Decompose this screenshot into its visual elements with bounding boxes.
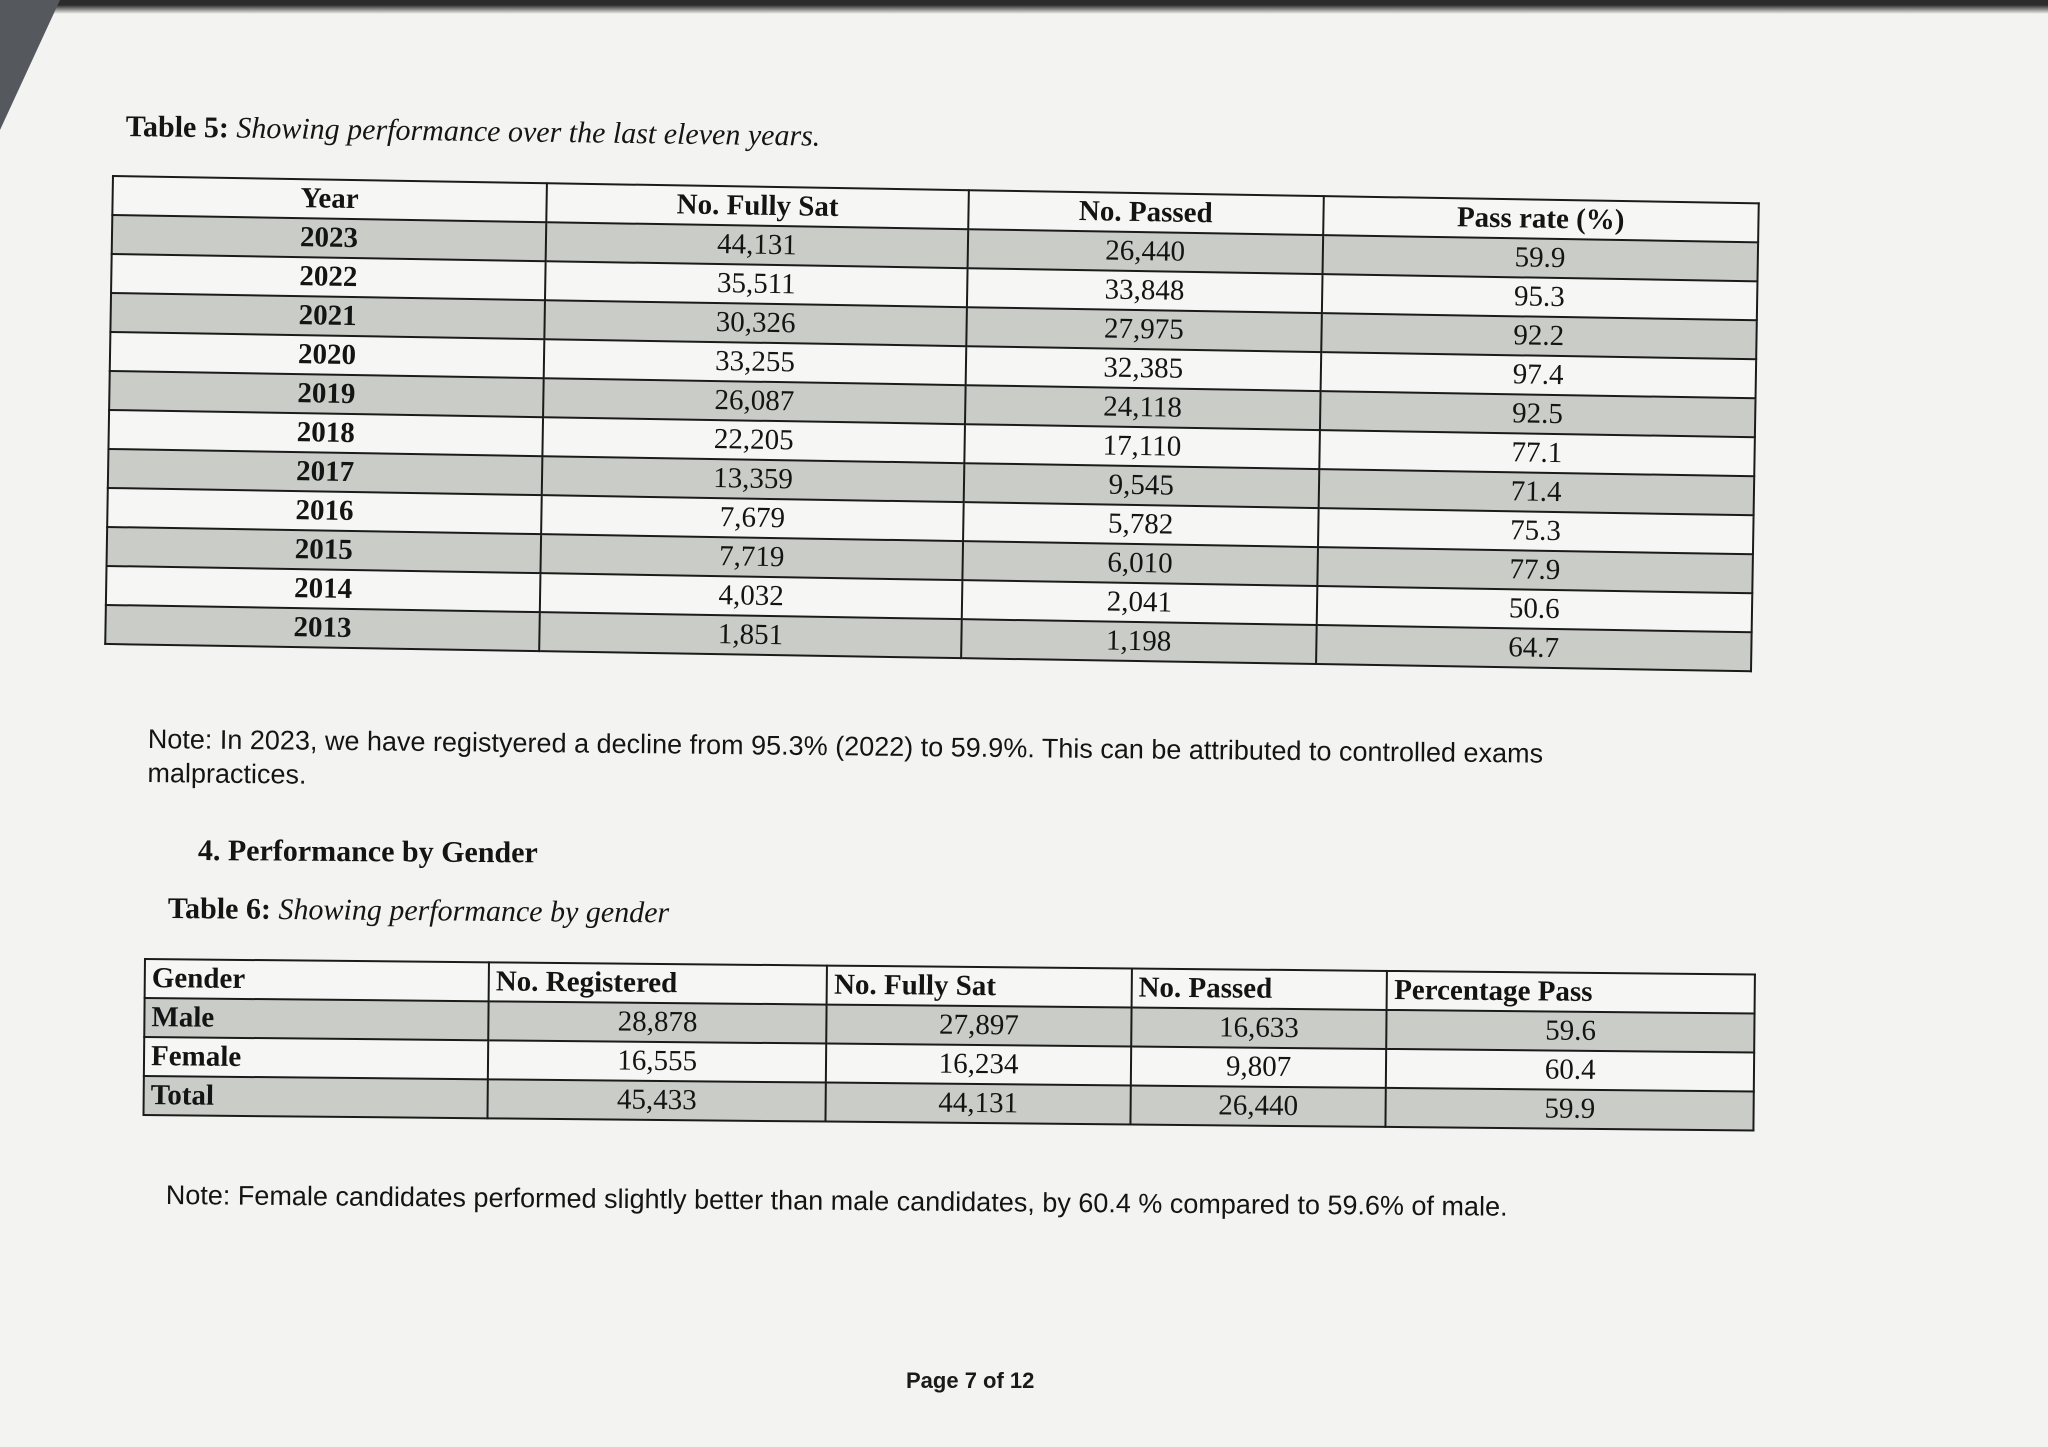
fully-sat-cell: 33,255 [544,339,967,385]
passed-cell: 17,110 [964,424,1319,469]
column-header-passed: No. Passed [968,190,1323,235]
pass-rate-cell: 95.3 [1321,274,1757,320]
column-header-fully-sat: No. Fully Sat [546,183,969,229]
pass-rate-cell: 71.4 [1318,469,1754,515]
column-header-percentage-pass: Percentage Pass [1387,971,1755,1014]
pass-rate-cell: 50.6 [1316,586,1752,632]
passed-cell: 26,440 [1130,1085,1386,1126]
year-cell: 2019 [109,371,544,417]
section-heading-performance-by-gender: 4. Performance by Gender [197,834,538,870]
table6-caption-text: Showing performance by gender [278,892,670,930]
registered-cell: 45,433 [487,1079,826,1121]
fully-sat-cell: 30,326 [544,300,967,346]
fully-sat-cell: 13,359 [542,456,965,502]
table6-caption-label: Table 6: [167,892,272,926]
pass-rate-cell: 77.1 [1319,430,1755,476]
passed-cell: 26,440 [968,229,1323,274]
column-header-fully-sat: No. Fully Sat [827,966,1132,1008]
pass-rate-cell: 59.9 [1322,235,1758,281]
table5-note: Note: In 2023, we have registyered a decline from 95.3% (2022) to 59.9%. This can be attributed to controlled exams malpractices. [147,723,1544,790]
passed-cell: 9,807 [1131,1046,1387,1087]
fully-sat-cell: 1,851 [539,612,962,658]
percentage-pass-cell: 59.9 [1386,1088,1754,1131]
year-cell: 2013 [105,605,540,651]
passed-cell: 9,545 [964,463,1319,508]
year-cell: 2023 [112,215,547,261]
passed-cell: 16,633 [1131,1007,1387,1048]
percentage-pass-cell: 59.6 [1387,1010,1755,1053]
gender-cell: Male [144,998,488,1040]
scan-edge [0,0,2048,14]
fully-sat-cell: 4,032 [540,573,963,619]
fully-sat-cell: 7,719 [540,534,963,580]
pass-rate-cell: 92.2 [1321,313,1757,359]
passed-cell: 27,975 [966,307,1321,352]
passed-cell: 32,385 [966,346,1321,391]
passed-cell: 5,782 [963,502,1318,547]
pass-rate-cell: 92.5 [1319,391,1755,437]
table6-performance-by-gender [142,958,1755,1131]
table6-caption [168,892,670,930]
percentage-pass-cell: 60.4 [1386,1049,1754,1092]
column-header-year: Year [112,176,547,222]
table5-caption-text: Showing performance over the last eleven years. [236,111,821,153]
year-cell: 2017 [108,449,543,495]
pass-rate-cell: 97.4 [1320,352,1756,398]
page-number: Page 7 of 12 [906,1368,1035,1393]
passed-cell: 33,848 [967,268,1322,313]
fully-sat-cell: 44,131 [826,1083,1131,1125]
pass-rate-cell: 75.3 [1317,508,1753,554]
fully-sat-cell: 7,679 [541,495,964,541]
column-header-pass-rate: Pass rate (%) [1323,196,1759,242]
gender-cell: Female [144,1037,488,1079]
passed-cell: 1,198 [961,619,1316,664]
fully-sat-cell: 27,897 [827,1005,1132,1047]
fully-sat-cell: 44,131 [546,222,969,268]
year-cell: 2022 [111,254,546,300]
registered-cell: 16,555 [488,1040,827,1082]
table6-note: Note: Female candidates performed slightly better than male candidates, by 60.4 % compared to 59.6% of male. [165,1179,1508,1222]
year-cell: 2018 [108,410,543,456]
scan-corner-shadow [0,0,60,130]
table5-performance-by-year [104,175,1760,672]
table5-caption [126,110,821,154]
passed-cell: 24,118 [965,385,1320,430]
year-cell: 2021 [110,293,545,339]
table5-caption-label: Table 5: [125,110,230,145]
year-cell: 2015 [107,527,542,573]
column-header-gender: Gender [145,959,489,1001]
year-cell: 2014 [106,566,541,612]
passed-cell: 2,041 [962,580,1317,625]
pass-rate-cell: 77.9 [1317,547,1753,593]
column-header-registered: No. Registered [489,962,828,1004]
fully-sat-cell: 26,087 [543,378,966,424]
column-header-passed: No. Passed [1131,968,1387,1009]
year-cell: 2020 [110,332,545,378]
pass-rate-cell: 64.7 [1316,625,1752,671]
registered-cell: 28,878 [488,1001,827,1043]
year-cell: 2016 [107,488,542,534]
passed-cell: 6,010 [962,541,1317,586]
fully-sat-cell: 35,511 [545,261,968,307]
fully-sat-cell: 22,205 [542,417,965,463]
gender-cell: Total [143,1076,487,1118]
fully-sat-cell: 16,234 [826,1044,1131,1086]
